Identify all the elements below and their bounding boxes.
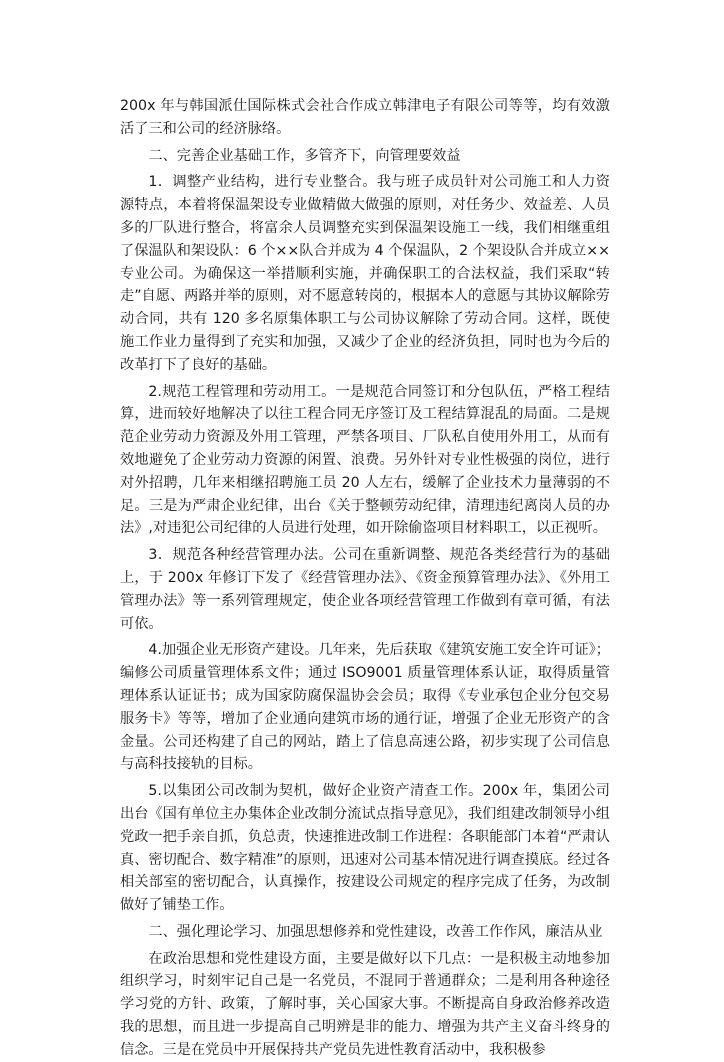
paragraph-item-1: 1．调整产业结构，进行专业整合。我与班子成员针对公司施工和人力资源特点，本着将保温架设专业做精做大做强的原则，对任务少、效益差、人员多的厂队进行整合，将富余人员调整充实到保温架设施工一线，我们相继重组了保温队和架设队：6 个××队合并成为 4 个保温队，2 个架设队合并成立××专业公司。为确保这一举措顺利实施，并确保职工的合法权益，我们采取“转走”自愿、两路并举的原则，对不愿意转岗的，根据本人的意愿与其协议解除劳动合同，共有 120 多名原集体职工与公司协议解除了劳动合同。这样，既使施工作业力量得到了充实和加强，又减少了企业的经济负担，同时也为今后的改革打下了良好的基础。 <box>120 174 610 373</box>
section-heading-management: 二、完善企业基础工作，多管齐下，向管理要效益 <box>148 147 461 164</box>
paragraph-politics: 在政治思想和党性建设方面，主要是做好以下几点：一是积极主动地参加组织学习，时刻牢记自己是一名党员，不混同于普通群众；二是利用各种途径学习党的方针、政策，了解时事，关心国家大事。不断提高自身政治修养改造我的思想，而且进一步提高自己明辨是非的能力、增强为共产主义奋斗终身的信念。三是在党员中开展保持共产党员先进性教育活动中，我积极参 <box>120 950 610 1058</box>
document-page <box>120 95 610 1062</box>
paragraph-intro: 200x 年与韩国派仕国际株式会社合作成立韩津电子有限公司等等，均有效激活了三和公司的经济脉络。 <box>120 98 610 137</box>
paragraph-item-3: 3．规范各种经营管理办法。公司在重新调整、规范各类经营行为的基础上，于 200x 年修订下发了《经营管理办法》、《资金预算管理办法》、《外用工管理办法》等一系列管理规定，使企业各项经营管理工作做到有章可循，有法可依。 <box>120 547 610 632</box>
paragraph-item-2: 2.规范工程管理和劳动用工。一是规范合同签订和分包队伍，严格工程结算，进而较好地解决了以往工程合同无序签订及工程结算混乱的局面。二是规范企业劳动力资源及外用工管理，严禁各项目、厂队私自使用外用工，从而有效地避免了企业劳动力资源的闲置、浪费。另外针对专业性极强的岗位，进行对外招聘，几年来相继招聘施工员 20 人左右，缓解了企业技术力量薄弱的不足。三是为严肃企业纪律，出台《关于整顿劳动纪律，清理违纪离岗人员的办法》,对违犯公司纪律的人员进行处理，如开除偷盗项目材料职工，以正视听。 <box>120 383 610 537</box>
paragraph-item-4: 4.加强企业无形资产建设。几年来，先后获取《建筑安施工安全许可证》；编修公司质量管理体系文件；通过 ISO9001 质量管理体系认证，取得质量管理体系认证证书；成为国家防腐保温协会会员；取得《专业承包企业分包交易服务卡》等等，增加了企业通向建筑市场的通行证，增强了企业无形资产的含金量。公司还构建了自己的网站，踏上了信息高速公路，初步实现了公司信息与高科技接轨的目标。 <box>120 642 610 773</box>
paragraph-item-5: 5.以集团公司改制为契机，做好企业资产清查工作。200x 年，集团公司出台《国有单位主办集体企业改制分流试点指导意见》，我们组建改制领导小组党政一把手亲自抓，负总责，快速推进改制工作进程：各职能部门本着“严肃认真、密切配合、数字精准”的原则，迅速对公司基本情况进行调查摸底。经过各相关部室的密切配合，认真操作，按建设公司规定的程序完成了任务，为改制做好了铺垫工作。 <box>120 783 610 914</box>
section-heading-theory: 二、强化理论学习、加强思想修养和党性建设，改善工作作风，廉洁从业 <box>148 923 603 940</box>
